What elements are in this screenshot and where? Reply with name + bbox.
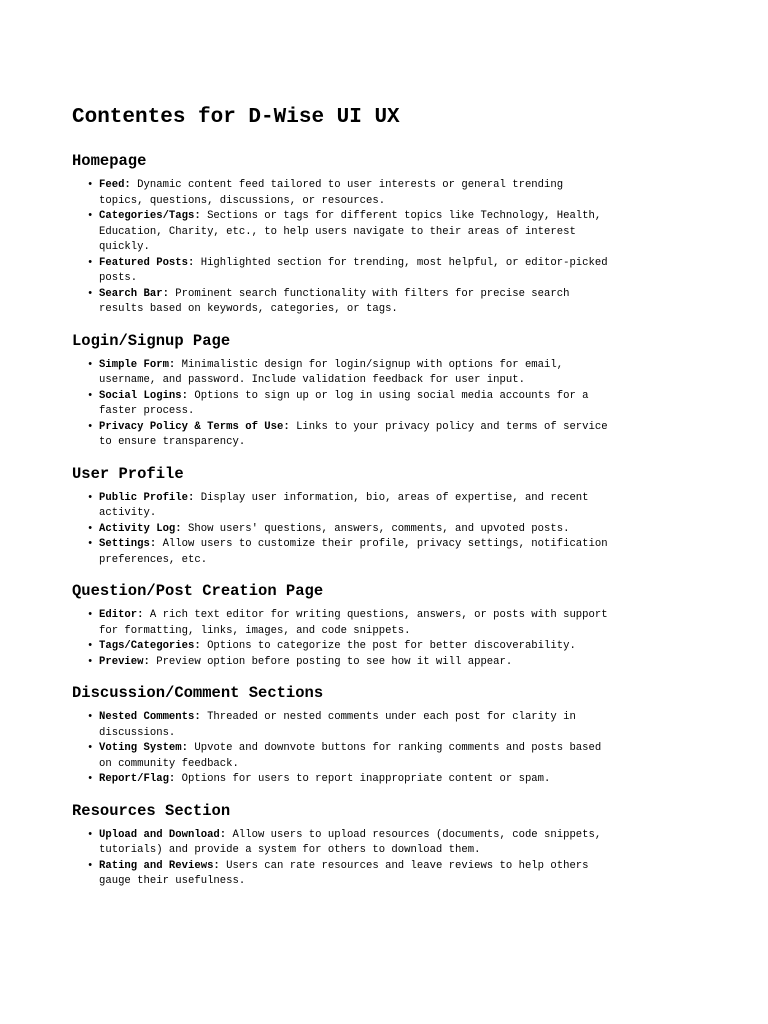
list-item [87, 420, 612, 451]
list-item [87, 491, 612, 522]
section-heading: Login/Signup Page [72, 331, 231, 350]
list-item [87, 389, 612, 420]
item-term: Public Profile: [99, 491, 195, 504]
document-page [72, 104, 612, 902]
item-text: Links to your privacy policy and terms of service to ensure transparency. [99, 420, 608, 448]
bullet-icon: • [87, 655, 94, 668]
bullet-icon: • [87, 828, 94, 841]
list-item [87, 522, 612, 538]
item-text: Allow users to upload resources (documents, code snippets, tutorials) and provide a system for others to download them. [99, 828, 602, 856]
item-text: Threaded or nested comments under each post for clarity in discussions. [99, 711, 576, 739]
list-item [87, 859, 612, 890]
section-user-profile [72, 463, 612, 569]
section-heading: Discussion/Comment Sections [72, 684, 324, 702]
section-heading: Resources Section [72, 801, 231, 820]
item-term: Rating and Reviews: [99, 859, 220, 872]
item-term: Settings: [99, 538, 157, 550]
item-text: Upvote and downvote buttons for ranking comments and posts based on community feedback. [99, 742, 602, 770]
bullet-list [72, 358, 612, 451]
item-text: Minimalistic design for login/signup with options for email, username, and password. Include validation feedback for user input. [99, 358, 564, 386]
item-text: Prominent search functionality with filters for precise search results based on keywords, categories, or tags. [99, 287, 570, 315]
item-term: Activity Log: [99, 522, 182, 535]
item-text: Show users' questions, answers, comments, and upvoted posts. [181, 522, 570, 535]
bullet-icon: • [87, 640, 94, 652]
item-term: Tags/Categories: [99, 640, 201, 652]
bullet-icon: • [87, 491, 94, 504]
item-term: Upload and Download: [99, 828, 227, 841]
list-item [87, 741, 612, 772]
item-term: Categories/Tags: [99, 210, 201, 222]
list-item [87, 772, 612, 788]
item-term: Search Bar: [99, 287, 169, 300]
section-resources [72, 800, 612, 890]
item-term: Voting System: [99, 742, 189, 754]
section-heading: Homepage [72, 152, 147, 170]
bullet-icon: • [87, 287, 94, 300]
list-item [87, 537, 612, 568]
bullet-icon: • [87, 773, 94, 785]
bullet-icon: • [87, 609, 94, 621]
section-post-creation [72, 580, 612, 670]
item-term: Privacy Policy & Terms of Use: [99, 420, 290, 433]
item-text: Users can rate resources and leave reviews to help others gauge their usefulness. [99, 859, 589, 887]
document-title: Contentes for D-Wise UI UX [72, 106, 400, 129]
item-text: Highlighted section for trending, most helpful, or editor-picked posts. [99, 256, 608, 284]
list-item [87, 608, 612, 639]
list-item [87, 639, 612, 655]
list-item [87, 287, 612, 318]
list-item [87, 178, 612, 209]
list-item [87, 655, 612, 671]
bullet-icon: • [87, 522, 94, 535]
bullet-icon: • [87, 179, 94, 191]
section-homepage [72, 150, 612, 318]
section-heading: User Profile [72, 464, 184, 483]
bullet-icon: • [87, 256, 94, 269]
list-item [87, 256, 612, 287]
item-term: Feed: [99, 179, 131, 191]
bullet-icon: • [87, 420, 94, 433]
item-term: Report/Flag: [99, 773, 176, 785]
bullet-list [72, 710, 612, 788]
item-text: Options to categorize the post for better discoverability. [200, 640, 576, 652]
bullet-icon: • [87, 859, 94, 872]
item-term: Social Logins: [99, 389, 189, 402]
item-term: Featured Posts: [99, 256, 195, 269]
section-heading: Question/Post Creation Page [72, 582, 324, 600]
item-term: Preview: [99, 655, 150, 668]
bullet-icon: • [87, 742, 94, 754]
bullet-icon: • [87, 358, 94, 371]
bullet-list [72, 608, 612, 670]
bullet-icon: • [87, 210, 94, 222]
item-text: Options for users to report inappropriate content or spam. [175, 773, 551, 785]
item-text: A rich text editor for writing questions, answers, or posts with support for formatting, links, images, and code snippets. [99, 609, 608, 637]
bullet-list [72, 828, 612, 890]
item-term: Nested Comments: [99, 711, 201, 723]
list-item [87, 358, 612, 389]
list-item [87, 209, 612, 256]
section-discussion [72, 682, 612, 788]
section-login-signup [72, 330, 612, 451]
list-item [87, 710, 612, 741]
item-text: Options to sign up or log in using social media accounts for a faster process. [99, 389, 589, 417]
bullet-icon: • [87, 389, 94, 402]
item-text: Dynamic content feed tailored to user interests or general trending topics, questions, discussions, or resources. [99, 179, 564, 207]
item-text: Sections or tags for different topics like Technology, Health, Education, Charity, etc., to help users navigate to their areas of interest quickly. [99, 210, 602, 253]
bullet-icon: • [87, 538, 94, 550]
item-text: Allow users to customize their profile, privacy settings, notification preferences, etc. [99, 538, 608, 566]
item-text: Preview option before posting to see how it will appear. [149, 655, 513, 668]
item-text: Display user information, bio, areas of expertise, and recent activity. [99, 491, 589, 519]
bullet-list [72, 491, 612, 569]
bullet-list [72, 178, 612, 318]
bullet-icon: • [87, 711, 94, 723]
item-term: Simple Form: [99, 358, 176, 371]
list-item [87, 828, 612, 859]
item-term: Editor: [99, 609, 144, 621]
